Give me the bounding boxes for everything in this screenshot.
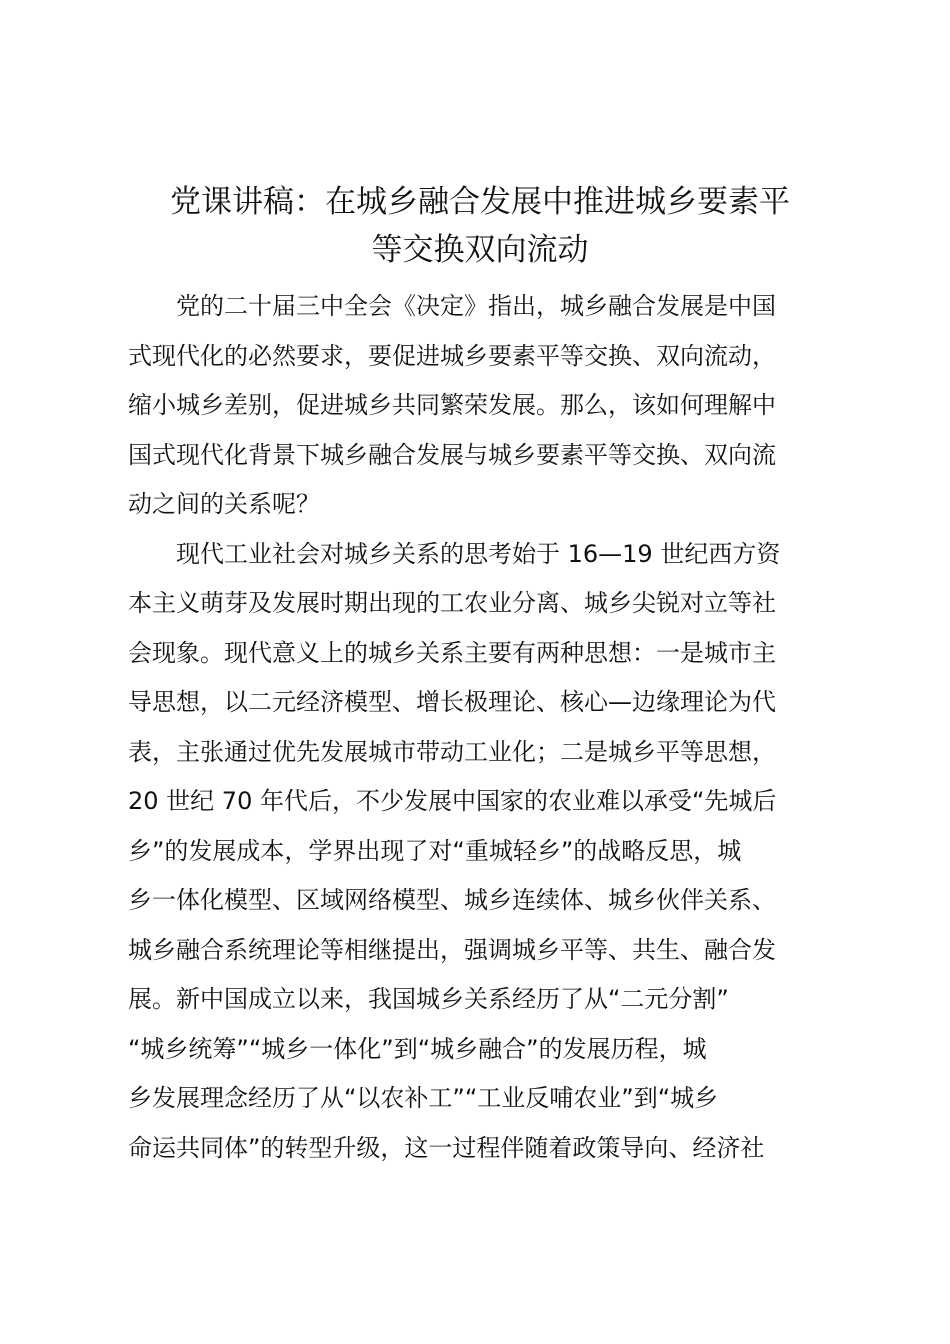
title-line: 党课讲稿：在城乡融合发展中推进城乡要素平 bbox=[170, 184, 790, 220]
paragraph-line: 党的二十届三中全会《决定》指出，城乡融合发展是中国 bbox=[176, 292, 776, 320]
paragraph-line: 乡”的发展成本，学界出现了对“重城轻乡”的战略反思，城 bbox=[128, 836, 742, 865]
paragraph-line: 动之间的关系呢？ bbox=[128, 490, 320, 518]
paragraph-line: 现代工业社会对城乡关系的思考始于 16—19 世纪西方资 bbox=[176, 539, 781, 568]
paragraph-2 bbox=[128, 530, 848, 1174]
paragraph-line: 命运共同体”的转型升级，这一过程伴随着政策导向、经济社 bbox=[128, 1133, 765, 1162]
title-line: 等交换双向流动 bbox=[371, 232, 589, 268]
paragraph-line: 本主义萌芽及发展时期出现的工农业分离、城乡尖锐对立等社 bbox=[128, 589, 776, 617]
paragraph-line: 乡一体化模型、区域网络模型、城乡连续体、城乡伙伴关系、 bbox=[128, 886, 776, 914]
paragraph-line: 城乡融合系统理论等相继提出，强调城乡平等、共生、融合发 bbox=[128, 935, 776, 964]
paragraph-line: 展。新中国成立以来，我国城乡关系经历了从“二元分割” bbox=[128, 985, 729, 1013]
paragraph-1 bbox=[128, 282, 848, 530]
paragraph-line: 国式现代化背景下城乡融合发展与城乡要素平等交换、双向流 bbox=[128, 440, 776, 469]
paragraph-line: 会现象。现代意义上的城乡关系主要有两种思想：一是城市主 bbox=[128, 638, 776, 667]
paragraph-line: 缩小城乡差别，促进城乡共同繁荣发展。那么，该如何理解中 bbox=[128, 391, 776, 419]
document-title bbox=[100, 178, 860, 274]
document-body bbox=[128, 282, 848, 1173]
paragraph-line: 表，主张通过优先发展城市带动工业化；二是城乡平等思想， bbox=[128, 737, 776, 766]
paragraph-line: 乡发展理念经历了从“以农补工”“工业反哺农业”到“城乡 bbox=[128, 1084, 719, 1112]
paragraph-line: “城乡统筹”“城乡一体化”到“城乡融合”的发展历程，城 bbox=[128, 1034, 707, 1063]
paragraph-line: 20 世纪 70 年代后，不少发展中国家的农业难以承受“先城后 bbox=[128, 787, 777, 815]
paragraph-line: 式现代化的必然要求，要促进城乡要素平等交换、双向流动， bbox=[128, 341, 776, 370]
paragraph-line: 导思想，以二元经济模型、增长极理论、核心—边缘理论为代 bbox=[128, 688, 776, 716]
